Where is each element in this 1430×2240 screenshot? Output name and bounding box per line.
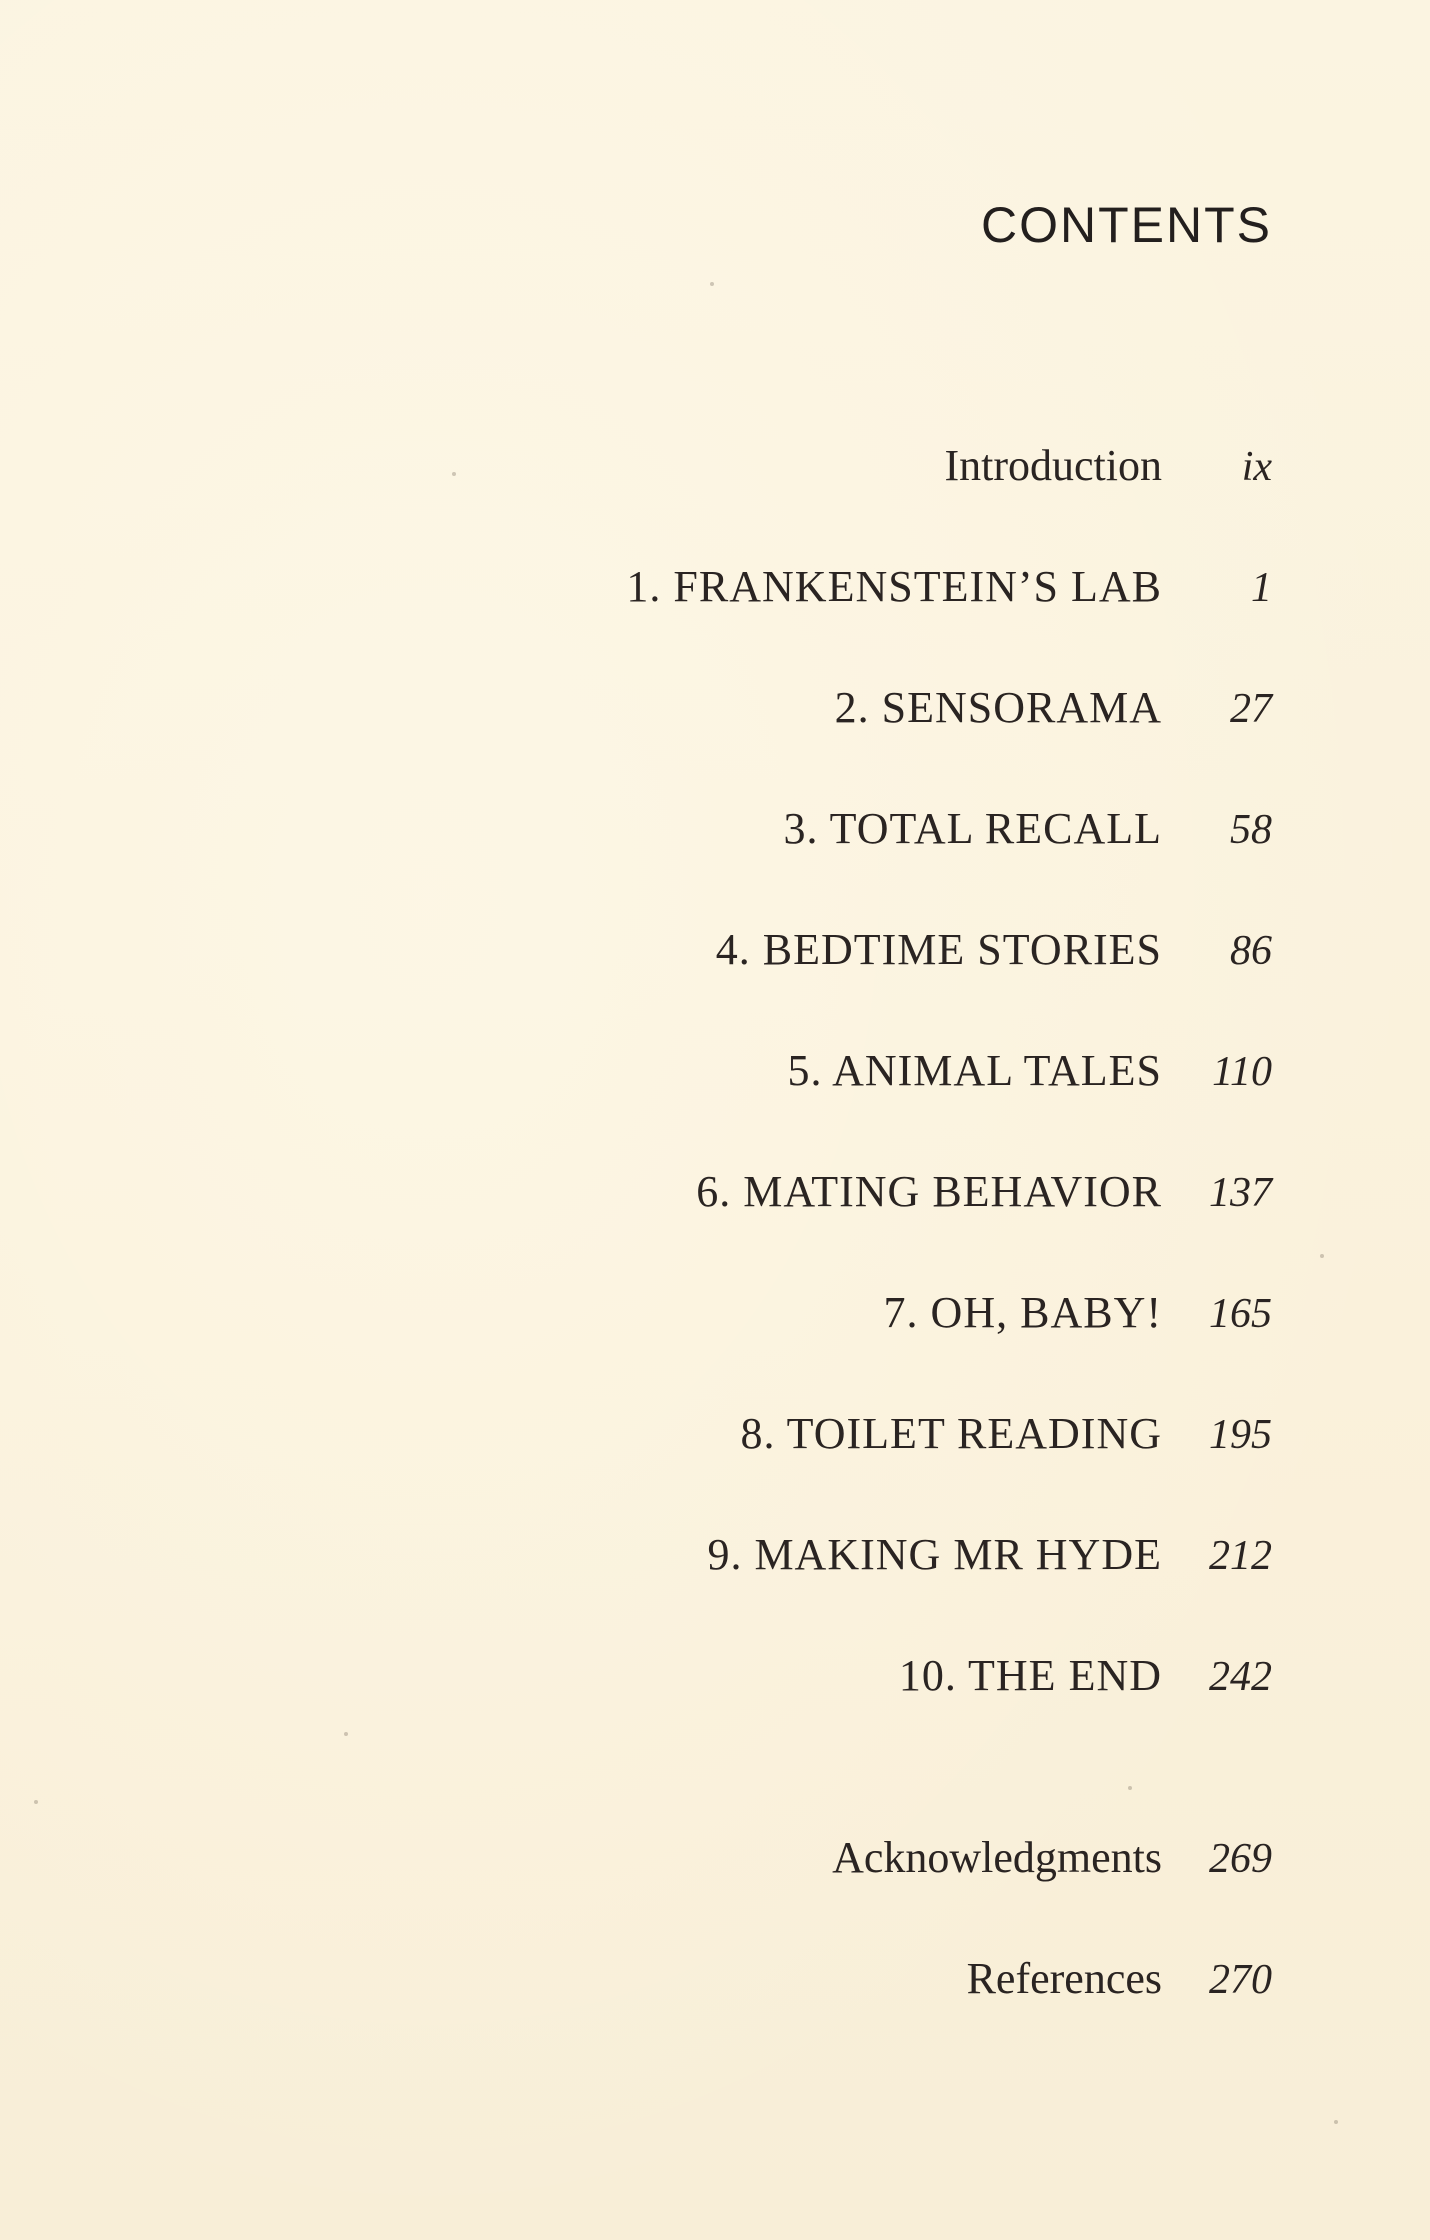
toc-entry-page: 165 (1209, 1291, 1272, 1337)
toc-entry-title: References (966, 1954, 1162, 2003)
toc-entry-page: 58 (1230, 807, 1272, 853)
toc-entry-introduction (944, 440, 1272, 500)
toc-entry-chapter-6 (696, 1166, 1272, 1226)
toc-entry-title: 8. TOILET READING (740, 1409, 1162, 1458)
toc-entry-title: 4. BEDTIME STORIES (715, 925, 1162, 974)
paper-speck (344, 1732, 348, 1736)
toc-entry-title: 9. MAKING MR HYDE (707, 1530, 1162, 1579)
toc-entry-title: 5. ANIMAL TALES (787, 1046, 1162, 1095)
toc-entry-page: 212 (1209, 1533, 1272, 1579)
toc-entry-page: 27 (1230, 686, 1272, 732)
toc-entry-title: 1. FRANKENSTEIN’S LAB (626, 562, 1162, 611)
toc-entry-page: 1 (1251, 565, 1272, 611)
toc-entry-page: 270 (1209, 1957, 1272, 2003)
toc-entry-chapter-10 (899, 1650, 1272, 1710)
toc-entry-acknowledgments (832, 1832, 1272, 1892)
toc-entry-page: 269 (1209, 1836, 1272, 1882)
toc-entry-title: Introduction (944, 441, 1162, 490)
toc-entry-title: 10. THE END (898, 1651, 1162, 1700)
toc-entry-chapter-7 (884, 1287, 1272, 1347)
toc-entry-title: 2. SENSORAMA (834, 683, 1162, 732)
contents-heading: CONTENTS (981, 197, 1272, 253)
toc-entry-title: Acknowledgments (832, 1833, 1162, 1882)
toc-entry-page: 86 (1230, 928, 1272, 974)
paper-speck (1320, 1254, 1324, 1258)
toc-entry-title: 3. TOTAL RECALL (783, 804, 1162, 853)
toc-entry-title: 6. MATING BEHAVIOR (696, 1167, 1162, 1216)
toc-entry-references (967, 1953, 1272, 2013)
toc-entry-page: 110 (1212, 1049, 1272, 1095)
toc-entry-page: 137 (1209, 1170, 1272, 1216)
toc-entry-chapter-8 (740, 1408, 1272, 1468)
toc-entry-chapter-3 (783, 803, 1272, 863)
paper-speck (1128, 1786, 1132, 1790)
toc-entry-page: 195 (1209, 1412, 1272, 1458)
toc-entry-chapter-2 (835, 682, 1272, 742)
toc-entry-page: 242 (1209, 1654, 1272, 1700)
toc-entry-chapter-9 (707, 1529, 1272, 1589)
paper-speck (1334, 2120, 1338, 2124)
toc-entry-chapter-4 (716, 924, 1272, 984)
toc-entry-title: 7. OH, BABY! (883, 1288, 1162, 1337)
paper-speck (34, 1800, 38, 1804)
paper-speck (710, 282, 714, 286)
toc-entry-chapter-5 (788, 1045, 1272, 1105)
toc-entry-chapter-1 (626, 561, 1272, 621)
toc-entry-page: ix (1241, 444, 1272, 490)
paper-speck (452, 472, 456, 476)
